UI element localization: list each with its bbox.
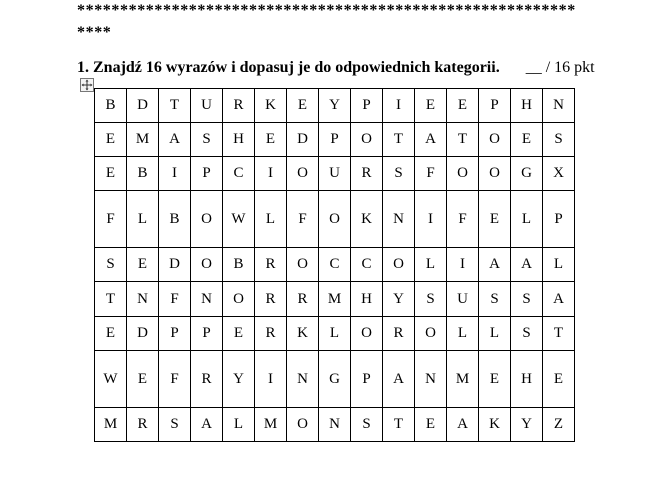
grid-cell: O <box>479 123 511 157</box>
grid-cell: I <box>383 89 415 123</box>
grid-cell: P <box>319 123 351 157</box>
grid-cell: C <box>319 248 351 282</box>
grid-cell: L <box>415 248 447 282</box>
grid-cell: F <box>159 351 191 408</box>
grid-cell: F <box>159 282 191 317</box>
grid-cell: U <box>447 282 479 317</box>
grid-cell: O <box>415 317 447 351</box>
grid-cell: R <box>255 282 287 317</box>
grid-cell: S <box>191 123 223 157</box>
grid-cell: T <box>159 89 191 123</box>
grid-cell: S <box>95 248 127 282</box>
grid-cell: Y <box>511 408 543 442</box>
asterisk-separator: ************************************************************** <box>77 2 576 41</box>
grid-cell: A <box>511 248 543 282</box>
task-heading <box>77 58 595 78</box>
grid-cell: N <box>319 408 351 442</box>
grid-cell: P <box>479 89 511 123</box>
grid-cell: F <box>415 157 447 191</box>
grid-row <box>95 157 575 191</box>
grid-row <box>95 123 575 157</box>
grid-cell: A <box>383 351 415 408</box>
grid-cell: D <box>127 89 159 123</box>
grid-cell: W <box>95 351 127 408</box>
score-blank[interactable]: __ <box>525 59 542 76</box>
grid-cell: L <box>543 248 575 282</box>
grid-cell: U <box>319 157 351 191</box>
grid-cell: I <box>159 157 191 191</box>
grid-cell: E <box>479 191 511 248</box>
grid-cell: E <box>479 351 511 408</box>
grid-cell: L <box>127 191 159 248</box>
grid-cell: G <box>319 351 351 408</box>
grid-cell: S <box>159 408 191 442</box>
grid-cell: S <box>511 282 543 317</box>
grid-cell: P <box>351 89 383 123</box>
grid-cell: E <box>255 123 287 157</box>
grid-cell: O <box>287 157 319 191</box>
move-cross-icon[interactable] <box>80 78 94 92</box>
grid-cell: H <box>351 282 383 317</box>
grid-cell: K <box>351 191 383 248</box>
grid-cell: Y <box>319 89 351 123</box>
grid-cell: E <box>415 408 447 442</box>
grid-cell: K <box>287 317 319 351</box>
grid-cell: K <box>479 408 511 442</box>
grid-cell: N <box>191 282 223 317</box>
grid-cell: R <box>255 248 287 282</box>
grid-cell: M <box>95 408 127 442</box>
grid-cell: Y <box>223 351 255 408</box>
grid-cell: T <box>383 408 415 442</box>
grid-cell: L <box>447 317 479 351</box>
grid-cell: O <box>191 248 223 282</box>
grid-row <box>95 351 575 408</box>
grid-cell: O <box>319 191 351 248</box>
grid-cell: M <box>127 123 159 157</box>
grid-cell: E <box>415 89 447 123</box>
grid-cell: O <box>287 248 319 282</box>
grid-cell: Y <box>383 282 415 317</box>
grid-cell: O <box>223 282 255 317</box>
grid-cell: F <box>287 191 319 248</box>
grid-cell: K <box>255 89 287 123</box>
grid-row <box>95 89 575 123</box>
grid-cell: E <box>223 317 255 351</box>
grid-cell: E <box>543 351 575 408</box>
grid-cell: O <box>191 191 223 248</box>
grid-cell: E <box>95 157 127 191</box>
grid-cell: R <box>255 317 287 351</box>
grid-cell: R <box>383 317 415 351</box>
grid-cell: R <box>191 351 223 408</box>
grid-row <box>95 248 575 282</box>
grid-row <box>95 317 575 351</box>
grid-cell: T <box>383 123 415 157</box>
grid-cell: E <box>447 89 479 123</box>
grid-cell: U <box>191 89 223 123</box>
grid-cell: I <box>255 157 287 191</box>
grid-row <box>95 408 575 442</box>
grid-cell: G <box>511 157 543 191</box>
grid-cell: E <box>127 248 159 282</box>
grid-row <box>95 282 575 317</box>
grid-cell: E <box>95 317 127 351</box>
grid-cell: T <box>95 282 127 317</box>
grid-cell: O <box>287 408 319 442</box>
grid-cell: E <box>95 123 127 157</box>
grid-cell: B <box>127 157 159 191</box>
grid-cell: B <box>159 191 191 248</box>
grid-cell: N <box>415 351 447 408</box>
grid-cell: N <box>287 351 319 408</box>
grid-cell: Z <box>543 408 575 442</box>
grid-cell: P <box>543 191 575 248</box>
grid-cell: B <box>95 89 127 123</box>
grid-cell: S <box>511 317 543 351</box>
grid-cell: O <box>447 157 479 191</box>
grid-cell: T <box>543 317 575 351</box>
grid-cell: X <box>543 157 575 191</box>
grid-cell: N <box>127 282 159 317</box>
grid-cell: A <box>159 123 191 157</box>
grid-row <box>95 191 575 248</box>
grid-cell: S <box>479 282 511 317</box>
grid-cell: O <box>351 317 383 351</box>
score-max: / 16 pkt <box>545 59 595 76</box>
grid-cell: I <box>255 351 287 408</box>
grid-cell: E <box>511 123 543 157</box>
grid-cell: P <box>191 317 223 351</box>
grid-cell: N <box>543 89 575 123</box>
grid-cell: P <box>191 157 223 191</box>
grid-cell: H <box>511 89 543 123</box>
grid-cell: S <box>351 408 383 442</box>
grid-cell: W <box>223 191 255 248</box>
grid-cell: C <box>351 248 383 282</box>
grid-cell: N <box>383 191 415 248</box>
grid-cell: S <box>543 123 575 157</box>
grid-cell: L <box>511 191 543 248</box>
grid-cell: E <box>287 89 319 123</box>
grid-cell: P <box>159 317 191 351</box>
grid-cell: A <box>543 282 575 317</box>
grid-cell: P <box>351 351 383 408</box>
grid-cell: A <box>415 123 447 157</box>
grid-cell: I <box>415 191 447 248</box>
grid-cell: O <box>383 248 415 282</box>
grid-cell: R <box>351 157 383 191</box>
grid-cell: H <box>511 351 543 408</box>
grid-cell: D <box>127 317 159 351</box>
grid-cell: F <box>447 191 479 248</box>
grid-cell: C <box>223 157 255 191</box>
grid-cell: S <box>415 282 447 317</box>
grid-cell: O <box>351 123 383 157</box>
grid-cell: M <box>447 351 479 408</box>
grid-cell: T <box>447 123 479 157</box>
grid-cell: O <box>479 157 511 191</box>
grid-cell: A <box>191 408 223 442</box>
grid-cell: A <box>447 408 479 442</box>
grid-cell: A <box>479 248 511 282</box>
grid-cell: B <box>223 248 255 282</box>
grid-cell: D <box>287 123 319 157</box>
grid-cell: R <box>287 282 319 317</box>
grid-cell: F <box>95 191 127 248</box>
word-search-grid <box>94 88 575 442</box>
grid-cell: M <box>319 282 351 317</box>
grid-cell: L <box>255 191 287 248</box>
grid-cell: I <box>447 248 479 282</box>
grid-cell: R <box>223 89 255 123</box>
grid-cell: L <box>223 408 255 442</box>
grid-cell: L <box>319 317 351 351</box>
grid-cell: D <box>159 248 191 282</box>
grid-cell: M <box>255 408 287 442</box>
grid-cell: E <box>127 351 159 408</box>
grid-cell: R <box>127 408 159 442</box>
task-title: 1. Znajdź 16 wyrazów i dopasuj je do odpowiednich kategorii. <box>77 59 500 76</box>
grid-cell: L <box>479 317 511 351</box>
grid-cell: S <box>383 157 415 191</box>
grid-cell: H <box>223 123 255 157</box>
